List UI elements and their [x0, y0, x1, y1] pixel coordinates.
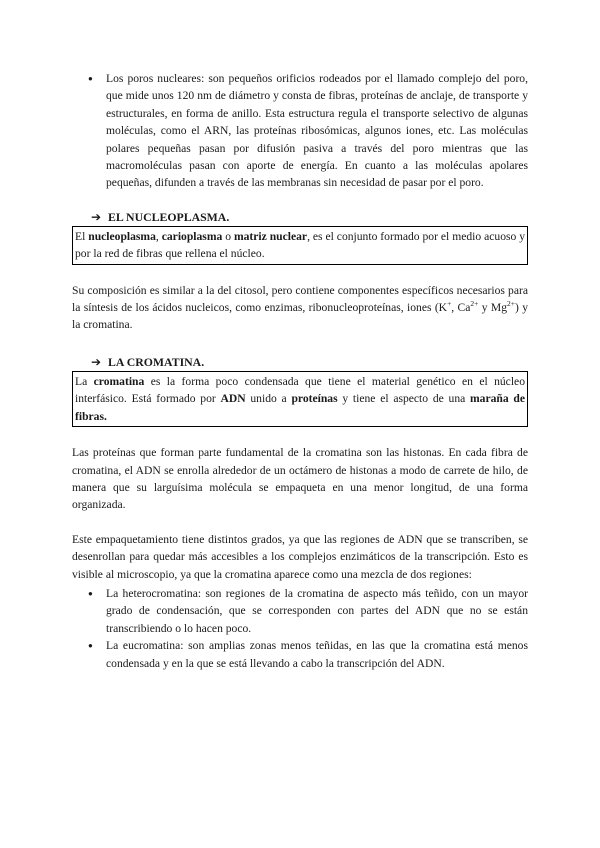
paragraph-empaquetamiento: Este empaquetamiento tiene distintos grados, ya que las regiones de ADN que se transcriben, se desenrollan para quedar más accesibles a los complejos enzimáticos de la transcripción. Esto es visible al microscopio, ya que la cromatina aparece como una mezcla de dos regiones:: [72, 532, 528, 581]
heading-text: LA CROMATINA.: [108, 354, 205, 369]
regions-list: [72, 585, 528, 672]
paragraph-histonas: Las proteínas que forman parte fundamental de la cromatina son las histonas. En cada fibra de cromatina, el ADN se enrolla alrededor de un octámero de histonas a modo de carrete de hilo, de manera que su larguísima molécula se empaqueta en una menor longitud, de una forma organizada.: [72, 446, 528, 512]
term-cromatina: cromatina: [93, 374, 145, 388]
list-item-eucromatina: [72, 637, 528, 672]
list-item-heterocromatina: [72, 585, 528, 637]
term-nucleoplasma: nucleoplasma: [88, 229, 156, 243]
heading-cromatina: [72, 354, 528, 371]
heading-nucleoplasma: [72, 209, 528, 226]
term-carioplasma: carioplasma: [161, 229, 223, 243]
list-item-text: La heterocromatina: son regiones de la cromatina de aspecto más teñido, con un mayor grado de condensación, que se corresponden con partes del ADN que no se están transcribiendo o lo hacen poco.: [106, 586, 528, 635]
list-item-poros: [72, 70, 528, 192]
paragraph-composicion: Su composición es similar a la del citosol, pero contiene componentes específicos necesarios para la síntesis de los ácidos nucleicos, como enzimas, ribonucleoproteínas, iones (K+, $Ca^{2+}$ y $Mg^{2+}$) y la cromatina.: [72, 283, 528, 332]
list-item-text: Los poros nucleares: son pequeños orificios rodeados por el llamado complejo del poro, que mide unos 120 nm de diámetro y consta de fibras, proteínas de anclaje, de transporte y estructurales, en forma de anillo. Esta estructura regula el transporte selectivo de algunas moléculas, como el ARN, las proteínas ribosómicas, algunos iones, etc. Las moléculas polares pequeñas pasan por difusión pasiva a través del poro mientras que las macromoléculas pasan con aporte de energía. En cuanto a las moléculas apolares pequeñas, difunden a través de las membranas sin necesidad de pasar por el poro.: [106, 72, 528, 190]
term-marana-de-fibras: maraña de fibras.: [75, 392, 525, 423]
heading-text: EL NUCLEOPLASMA.: [108, 209, 230, 224]
term-proteinas: proteínas: [291, 392, 338, 406]
poros-list: [72, 70, 528, 192]
definition-box-cromatina: [72, 371, 528, 427]
arrow-right-icon: ➔: [91, 354, 102, 369]
definition-nucleoplasma: El nucleoplasma, carioplasma o matriz nuclear, es el conjunto formado por el medio acuoso y por la red de fibras que rellena el núcleo.: [75, 229, 526, 261]
document-page: [72, 70, 528, 672]
term-matriz-nuclear: matriz nuclear: [233, 229, 308, 243]
definition-box-nucleoplasma: [72, 226, 528, 265]
list-item-text: La eucromatina: son amplias zonas menos teñidas, en las que la cromatina está menos condensada y en la que se está llevando a cabo la transcripción del ADN.: [106, 639, 528, 670]
term-adn: ADN: [220, 392, 246, 406]
arrow-right-icon: ➔: [91, 209, 102, 224]
definition-cromatina: La cromatina es la forma poco condensada que tiene el material genético en el núcleo interfásico. Está formado por ADN unido a proteínas y tiene el aspecto de una maraña de fibras.: [75, 374, 525, 423]
